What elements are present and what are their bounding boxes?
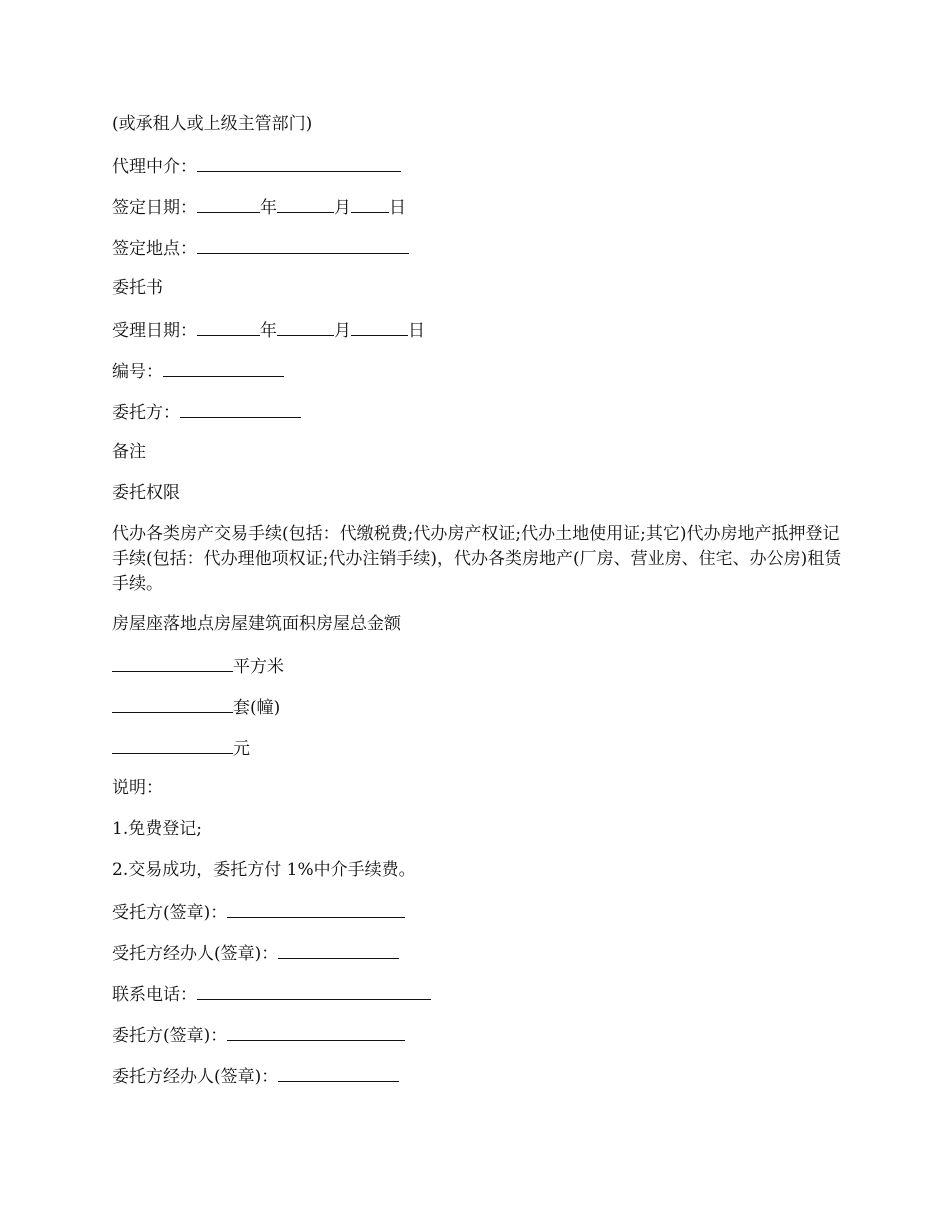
sign-day-blank[interactable]	[351, 194, 389, 213]
sign-year-blank[interactable]	[197, 194, 260, 213]
accept-date-label: 受理日期：	[112, 321, 197, 341]
amount-blank[interactable]	[112, 735, 233, 754]
line-number	[112, 358, 842, 399]
year-text: 年	[260, 198, 277, 218]
line-note1	[112, 817, 842, 858]
phone-label: 联系电话：	[112, 985, 197, 1005]
client-agent-sign-blank[interactable]	[278, 1063, 399, 1082]
month-text: 月	[334, 198, 351, 218]
remarks-label: 备注	[112, 442, 146, 462]
phone-blank[interactable]	[197, 981, 431, 1000]
sign-place-label: 签定地点：	[112, 239, 197, 259]
area-blank[interactable]	[112, 653, 233, 672]
number-label: 编号：	[112, 362, 163, 382]
day-text: 日	[389, 198, 406, 218]
yuan-unit: 元	[233, 739, 250, 759]
client-sign-blank[interactable]	[227, 1022, 405, 1041]
sets-blank[interactable]	[112, 694, 233, 713]
line-sign-place	[112, 235, 842, 276]
line-client	[112, 399, 842, 440]
line-trustee-agent-sign	[112, 940, 842, 981]
agent-blank[interactable]	[197, 153, 401, 172]
sign-date-label: 签定日期：	[112, 198, 197, 218]
line-remarks	[112, 440, 842, 481]
line-notes-label	[112, 776, 842, 817]
number-blank[interactable]	[163, 358, 284, 377]
line-authority-title	[112, 481, 842, 522]
sign-month-blank[interactable]	[277, 194, 334, 213]
line-agent	[112, 153, 842, 194]
year-text: 年	[260, 321, 277, 341]
line-accept-date	[112, 317, 842, 358]
trustee-agent-sign-label: 受托方经办人(签章)：	[112, 944, 279, 964]
line-client-agent-sign	[112, 1063, 842, 1104]
notes-label: 说明：	[112, 778, 163, 798]
line-note2	[112, 858, 842, 899]
agent-label: 代理中介：	[112, 157, 197, 177]
line-amount	[112, 735, 842, 776]
lessee-note: (或承租人或上级主管部门)	[112, 114, 313, 134]
sign-place-blank[interactable]	[197, 235, 409, 254]
document-page	[112, 112, 842, 1104]
line-area	[112, 653, 842, 694]
area-unit: 平方米	[233, 657, 284, 677]
property-header: 房屋座落地点房屋建筑面积房屋总金额	[112, 614, 401, 634]
line-property-header	[112, 612, 842, 653]
trustee-sign-blank[interactable]	[227, 899, 405, 918]
line-lessee-note	[112, 112, 842, 153]
line-sign-date	[112, 194, 842, 235]
client-blank[interactable]	[180, 399, 301, 418]
accept-year-blank[interactable]	[197, 317, 260, 336]
accept-month-blank[interactable]	[277, 317, 334, 336]
client-label: 委托方：	[112, 403, 180, 423]
note-2: 2.交易成功，委托方付 1%中介手续费。	[112, 860, 416, 880]
client-sign-label: 委托方(签章)：	[112, 1026, 228, 1046]
accept-day-blank[interactable]	[351, 317, 408, 336]
commission-title: 委托书	[112, 278, 163, 298]
authority-title: 委托权限	[112, 483, 180, 503]
line-client-sign	[112, 1022, 842, 1063]
line-trustee-sign	[112, 899, 842, 940]
authority-text: 代办各类房产交易手续(包括：代缴税费;代办房产权证;代办土地使用证;其它)代办房地产抵押登记手续(包括：代办理他项权证;代办注销手续)，代办各类房地产(厂房、营业房、住宅、办公房)租赁手续。	[112, 524, 842, 594]
line-phone	[112, 981, 842, 1022]
set-unit: 套(幢)	[233, 698, 281, 718]
month-text: 月	[334, 321, 351, 341]
note-1: 1.免费登记;	[112, 819, 202, 839]
trustee-agent-sign-blank[interactable]	[278, 940, 399, 959]
trustee-sign-label: 受托方(签章)：	[112, 903, 228, 923]
day-text: 日	[408, 321, 425, 341]
client-agent-sign-label: 委托方经办人(签章)：	[112, 1067, 279, 1087]
line-commission-title	[112, 276, 842, 317]
line-sets	[112, 694, 842, 735]
